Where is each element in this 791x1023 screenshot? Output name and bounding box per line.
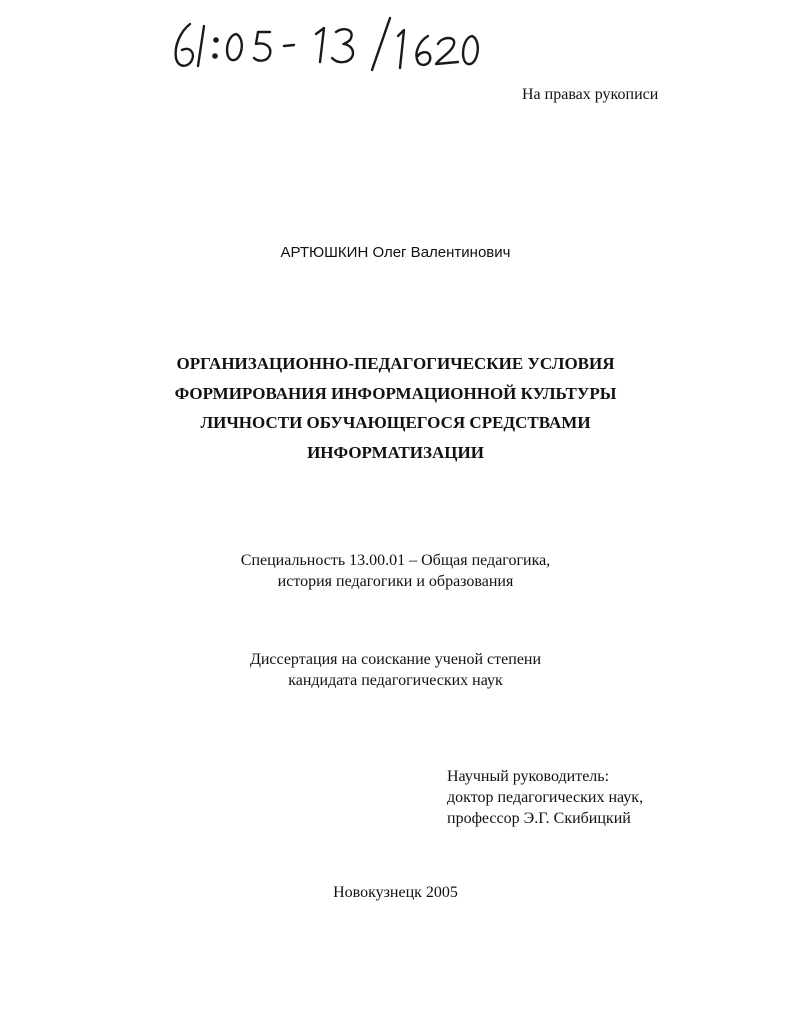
degree-block <box>150 649 641 691</box>
handwritten-catalog-number <box>166 10 496 80</box>
supervisor-line: доктор педагогических наук, <box>447 789 644 806</box>
specialty-line: история педагогики и образования <box>277 573 514 590</box>
supervisor-line: Научный руководитель: <box>447 768 610 785</box>
specialty-line: Специальность 13.00.01 – Общая педагогика, <box>240 552 551 569</box>
title-line: ОРГАНИЗАЦИОННО-ПЕДАГОГИЧЕСКИЕ УСЛОВИЯ <box>176 354 615 373</box>
supervisor-block <box>447 766 643 829</box>
supervisor-line: профессор Э.Г. Скибицкий <box>447 810 631 827</box>
manuscript-note: На правах рукописи <box>522 86 659 103</box>
title-line: ФОРМИРОВАНИЯ ИНФОРМАЦИОННОЙ КУЛЬТУРЫ <box>174 383 617 403</box>
city-year: Новокузнецк 2005 <box>333 884 458 901</box>
title-line: ЛИЧНОСТИ ОБУЧАЮЩЕГОСЯ СРЕДСТВАМИ <box>200 413 591 432</box>
degree-line: кандидата педагогических наук <box>288 672 503 689</box>
specialty-block <box>150 550 641 592</box>
author-name: АРТЮШКИН Олег Валентинович <box>280 244 511 261</box>
dissertation-title <box>110 349 681 467</box>
degree-line: Диссертация на соискание ученой степени <box>249 651 542 668</box>
title-line: ИНФОРМАТИЗАЦИИ <box>307 442 484 462</box>
